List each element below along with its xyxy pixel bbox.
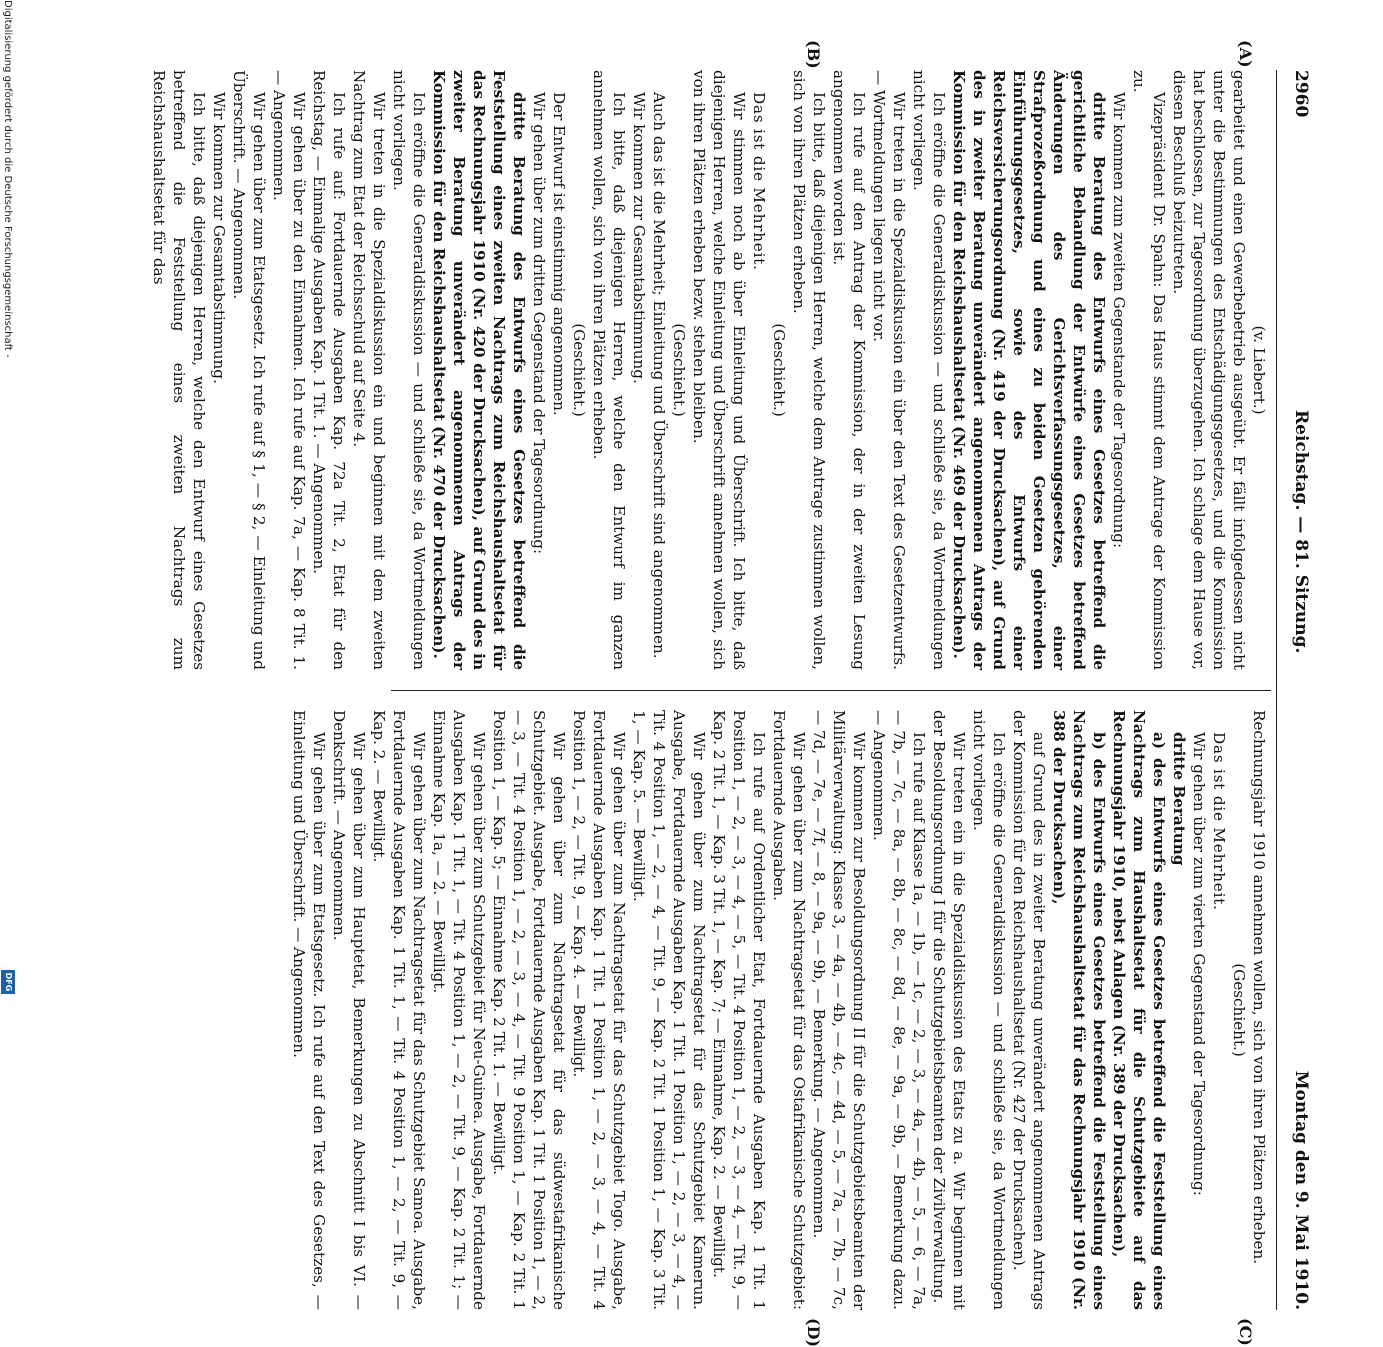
paragraph: Wir gehen über zum Etatsgesetz. Ich rufe auf § 1, — § 2, — Einleitung und Überschrift. — Angenommen. (230, 70, 268, 670)
page-number: 2960 (1291, 70, 1311, 118)
header-rule (1276, 70, 1277, 1310)
paragraph: Wir gehen über zum Schutzgebiet für Neu-Guinea. Ausgabe, Fortdauernde Ausgaben Kap. 1 Tit. 1, — Tit. 4 Position 1, — 2, — Tit. 9, — Kap. 2 Tit. 1; — Einnahme Kap. 1a, — 2. — Bewilligt. (430, 710, 488, 1310)
right-column (289, 710, 1269, 1310)
paragraph: Wir treten ein in die Spezialdiskussion des Etats zu a. Wir beginnen mit der Besoldungsordnung I für die Schutzgebietsbeamten der Zivilverwaltung. (930, 710, 968, 1310)
margin-marker-a: (A) (1236, 40, 1255, 68)
paragraph: Wir gehen über zum Etatsgesetz. Ich rufe auf den Text des Gesetzes, — Einleitung und Überschrift. — Angenommen. (290, 710, 328, 1310)
paragraph: Ich rufe auf Klasse 1a, — 1b, — 1c, — 2, — 3, — 4a, — 4b, — 5, — 6, — 7a, — 7b, — 7c, — 8a, — 8b, — 8c, — 8d, — 8e, — 9a, — 9b, — Bemerkung dazu. — Angenommen. (870, 710, 928, 1310)
page-header (1279, 70, 1311, 1310)
paragraph: Ich eröffne die Generaldiskussion — und schließe sie, da Wortmeldungen nicht vorliegen. (910, 70, 948, 670)
header-title: Reichstag. — 81. Sitzung. (1291, 410, 1311, 654)
agenda-item: dritte Beratung des Entwurfs eines Gesetzes betreffend die gerichtliche Behandlung der Entwürfe eines Gesetzes betreffend Änderungen des Gerichtsverfassungsgesetzes, einer Strafprozeßordnung und eines zu beiden Gesetzen gehörenden Einführungsgesetzes, sowie des Entwurfs einer Reichsversicherungsordnung (Nr. 419 der Drucksachen), auf Grund des in zweiter Beratung unverändert angenommenen Antrags der Kommission für den Reichshaushaltsetat (Nr. 469 der Drucksachen). (950, 70, 1108, 670)
paragraph: Wir gehen über zum Nachtragsetat für das Schutzgebiet Togo. Ausgabe, Fortdauernde Ausgaben Kap. 1 Tit. 1 Position 1, — 2, — 3, — 4, — Tit. 4 Position 1, — 2, — Tit. 9, — Kap. 4. — Bewilligt. (570, 710, 628, 1310)
paragraph: Wir gehen über zum Nachtragsetat für das Schutzgebiet Kamerun. Ausgabe, Fortdauernde Ausgaben Kap. 1 Tit. 1 Position 1, — 2, — 3, — 4, — Tit. 4 Position 1, — 2, — 4, — Tit. 9, — Kap. 2 Tit. 1 Position 1, — Kap. 3 Tit. 1, — Kap. 5. — Bewilligt. (630, 710, 708, 1310)
paragraph: Vizepräsident Dr. Spahn: Das Haus stimmt dem Antrage der Kommission zu. (1130, 70, 1168, 670)
paragraph: Ich bitte, daß diejenigen Herren, welche den Entwurf eines Gesetzes betreffend die Feststellung eines zweiten Nachtrags zum Reichshaushaltsetat für das (150, 70, 208, 670)
paragraph: Ich eröffne die Generaldiskussion — und schließe sie, da Wortmeldungen nicht vorliegen. (970, 710, 1008, 1310)
paragraph: Das ist die Mehrheit. (750, 92, 768, 271)
agenda-item: dritte Beratung (1170, 732, 1188, 866)
paragraph: Wir kommen zur Gesamtabstimmung. (210, 92, 228, 384)
paragraph: Auch das ist die Mehrheit; Einleitung und Überschrift sind angenommen. (650, 92, 668, 659)
dfg-logo: DFG (1, 970, 15, 994)
paragraph: Ich rufe auf: Fortdauernde Ausgaben Kap. 72a Tit. 2, Etat für den Reichstag, — Einmalige Ausgaben Kap. 1 Tit. 1. — Angenommen. (310, 70, 348, 670)
paragraph: Wir gehen über zum Nachtragsetat für das südwestafrikanische Schutzgebiet. Ausgabe, Fortdauernde Ausgaben Kap. 1 Tit. 1 Position 1, — 2, — 3, — Tit. 4 Position 1, — 2, — 3, — 4, — Tit. 9 Position 1, — Kap. 2 Tit. 1 Position 1, — Kap. 5; — Einnahme Kap. 2 Tit. 1. — Bewilligt. (490, 710, 568, 1310)
margin-marker-b: (B) (804, 40, 823, 69)
paragraph: Wir gehen über zum Nachtragsetat für das Schutzgebiet Samoa. Ausgabe, Fortdauernde Ausgaben Kap. 1 Tit. 1, — Tit. 4 Position 1, — 2, — Tit. 9, — Kap. 2. — Bewilligt. (370, 710, 428, 1310)
paragraph: Wir stimmen noch ab über Einleitung und Überschrift. Ich bitte, daß diejenigen Herren, welche Einleitung und Überschrift annehmen wollen, sich von ihren Plätzen erheben bezw. stehen bleiben. (690, 70, 748, 670)
paragraph: Ich rufe auf den Antrag der Kommission, der in der zweiten Lesung angenommen worden ist. (830, 70, 868, 670)
paragraph: Wir gehen über zum Nachtragsetat für das Ostafrikanische Schutzgebiet: Fortdauernde Ausgaben. (770, 710, 808, 1310)
paragraph: Wir kommen zur Besoldungsordnung II für die Schutzgebietsbeamten der Militärverwaltung: Klasse 3, — 4a, — 4b, — 4c, — 4d, — 5, — 7a, — 7b, — 7c, — 7d, — 7e, — 7f, — 8, — 9a, — 9b, — Bemerkung. — Angenommen. (810, 710, 868, 1310)
margin-marker-d: (D) (804, 1318, 823, 1347)
stage-direction: (Geschieht.) (670, 323, 688, 417)
agenda-subitem-b: b) des Entwurfs eines Gesetzes betreffend die Feststellung eines Nachtrags zum Reichshaushaltsetat für das Rechnungsjahr 1910 (Nr. 388 der Drucksachen), (1050, 710, 1108, 1310)
paragraph: Wir gehen über zum dritten Gegenstand der Tagesordnung: (530, 92, 548, 555)
paragraph: Wir treten in die Spezialdiskussion ein über den Text des Gesetzentwurfs. — Wortmeldungen liegen nicht vor. (870, 70, 908, 670)
margin-marker-c: (C) (1236, 1318, 1255, 1346)
paragraph: Wir kommen zur Gesamtabstimmung. (630, 92, 648, 384)
paragraph: auf Grund des in zweiter Beratung unverändert angenommenen Antrags der Kommission für den Reichshaushaltsetat (Nr. 427 der Drucksachen). (1010, 710, 1048, 1310)
left-column (149, 70, 1269, 670)
agenda-item: dritte Beratung des Entwurfs eines Gesetzes betreffend die Feststellung eines zweiten Nachtrags zum Reichshaushaltsetat für das Rechnungsjahr 1910 (Nr. 420 der Drucksachen), auf Grund des in zweiter Beratung unverändert angenommenen Antrags der Kommission für den Reichshaushaltsetat (Nr. 470 der Drucksachen). (430, 70, 528, 670)
digitization-footer (1, 0, 13, 1000)
paragraph: Ich rufe auf Ordentlicher Etat, Fortdauernde Ausgaben Kap. 1 Tit. 1 Position 1, — 2, — 3, — 4, — 5, — Tit. 4 Position 1, — 2, — 3, — 4, — Tit. 9, — Kap. 2 Tit. 1, — Kap. 3 Tit. 1, — Kap. 7; — Einnahme, Kap. 2. — Bewilligt. (710, 710, 768, 1310)
column-separator (391, 690, 1271, 691)
paragraph: Wir gehen über zum vierten Gegenstand der Tagesordnung: (1190, 732, 1208, 1196)
stage-direction: (Geschieht.) (770, 323, 788, 417)
paragraph: Ich eröffne die Generaldiskussion — und schließe sie, da Wortmeldungen nicht vorliegen. (390, 70, 428, 670)
agenda-subitem-a: a) des Entwurfs eines Gesetzes betreffend die Feststellung eines Nachtrags zum Haushaltsetat für die Schutzgebiete auf das Rechnungsjahr 1910, nebst Anlagen (Nr. 389 der Drucksachen), (1110, 710, 1168, 1310)
paragraph: gearbeitet und einen Gewerbebetrieb ausgeübt. Er fällt infolgedessen nicht unter die Bestimmungen des Entschädigungsgesetzes, und die Kommission hat beschlossen, zur Tagesordnung überzugehen. Ich schlage dem Hause vor, diesen Beschluß beizutreten. (1170, 70, 1248, 670)
speaker-tag: (v. Liebert.) (1250, 325, 1268, 415)
paragraph: Wir treten in die Spezialdiskussion ein und beginnen mit dem zweiten Nachtrag zum Etat der Reichsschuld auf Seite 4. (350, 70, 388, 670)
paragraph: Ich bitte, daß diejenigen Herren, welche dem Antrage zustimmen wollen, sich von ihren Plätzen erheben. (790, 70, 828, 670)
paragraph: Rechnungsjahr 1910 annehmen wollen, sich von ihren Plätzen erheben. (1250, 710, 1268, 1265)
header-date: Montag den 9. Mai 1910. (1291, 1070, 1311, 1310)
paragraph: Ich bitte, daß diejenigen Herren, welche den Entwurf im ganzen annehmen wollen, sich von ihren Plätzen erheben. (590, 70, 628, 670)
stage-direction: (Geschieht.) (570, 323, 588, 417)
paragraph: Wir gehen über zum Hauptetat, Bemerkungen zu Abschnitt I bis VI. — Denkschrift. — Angenommen. (330, 710, 368, 1310)
footer-text: Digitalisierung gefördert durch die Deutsche Forschungsgemeinschaft - (2, 0, 13, 358)
paragraph: Das ist die Mehrheit. (1210, 732, 1228, 911)
stage-direction: (Geschieht.) (1230, 963, 1248, 1057)
paragraph: Wir kommen zum zweiten Gegenstande der Tagesordnung: (1110, 92, 1128, 549)
paragraph: Wir gehen über zu den Einnahmen. Ich rufe auf Kap. 7a, — Kap. 8 Tit. 1. — Angenommen. (270, 70, 308, 670)
paragraph: Der Entwurf ist einstimmig angenommen. (550, 92, 568, 416)
